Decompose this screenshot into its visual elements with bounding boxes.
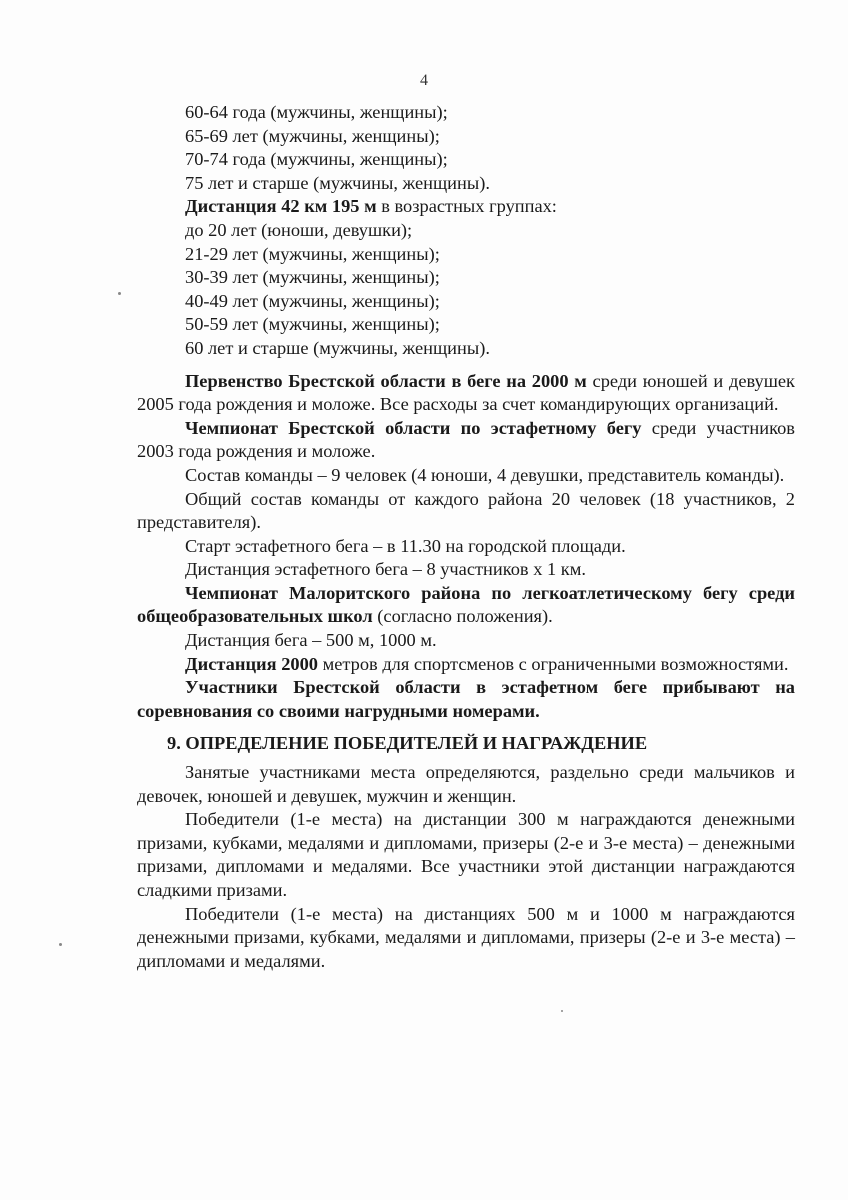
paragraph-regional-2000m-bold: Первенство Брестской области в беге на 2000 м — [185, 370, 587, 391]
scan-speck — [561, 1010, 563, 1012]
marathon-distance-bold: Дистанция 42 км 195 м — [185, 196, 377, 217]
paragraph-relay-championship-bold: Чемпионат Брестской области по эстафетному бегу — [185, 417, 642, 438]
paragraph-malorita-championship — [137, 582, 795, 629]
page-number: 4 — [420, 72, 428, 89]
paragraph-team-composition: Состав команды – 9 человек (4 юноши, 4 девушки, представитель команды). — [185, 464, 785, 485]
paragraph-total-composition: Общий состав команды от каждого района 20 человек (18 участников, 2 представителя). — [137, 488, 795, 533]
document-body — [137, 101, 795, 973]
paragraph-bib-numbers: Участники Брестской области в эстафетном беге прибывают на соревнования со своими нагрудными номерами. — [137, 677, 795, 721]
age-group-line: 30-39 лет (мужчины, женщины); — [185, 267, 440, 288]
age-group-line: 70-74 года (мужчины, женщины); — [185, 149, 448, 170]
paragraph-2000m-disabled-bold: Дистанция 2000 — [185, 653, 318, 674]
marathon-distance-rest: в возрастных группах: — [376, 196, 557, 217]
age-group-line: 65-69 лет (мужчины, женщины); — [185, 125, 440, 146]
paragraph-relay-start: Старт эстафетного бега – в 11.30 на городской площади. — [185, 535, 626, 556]
paragraph-regional-2000m-rest: среди юношей и девушек 2005 года рождения и моложе. Все расходы за счет командирующих организаций. — [137, 370, 795, 415]
paragraph-awards-300m: Победители (1-е места) на дистанции 300 м награждаются денежными призами, кубками, медалями и дипломами, призеры (2-е и 3-е места) – денежными призами, дипломами и медалями. Все участники этой дистанции награждаются сладкими призами. — [137, 809, 795, 900]
paragraph-relay-championship-rest: среди участников 2003 года рождения и моложе. — [137, 417, 795, 462]
paragraph-2000m-disabled-rest: метров для спортсменов с ограниченными возможностями. — [317, 653, 789, 674]
paragraph-relay-distance: Дистанция эстафетного бега – 8 участников х 1 км. — [185, 559, 586, 580]
paragraph-malorita-championship-bold: Чемпионат Малоритского района по легкоатлетическому бегу среди общеобразовательных школ — [137, 582, 795, 627]
age-group-line: 50-59 лет (мужчины, женщины); — [185, 314, 440, 335]
paragraph-relay-championship — [137, 417, 795, 464]
paragraph-run-distance: Дистанция бега – 500 м, 1000 м. — [185, 630, 437, 651]
age-group-line: 21-29 лет (мужчины, женщины); — [185, 243, 440, 264]
age-group-line: 75 лет и старше (мужчины, женщины). — [185, 172, 490, 193]
marathon-distance-line — [137, 195, 795, 219]
age-group-line: 60 лет и старше (мужчины, женщины). — [185, 337, 490, 358]
scan-speck — [59, 943, 62, 946]
paragraph-places: Занятые участниками места определяются, раздельно среди мальчиков и девочек, юношей и девушек, мужчин и женщин. — [137, 762, 795, 806]
section-heading: 9. ОПРЕДЕЛЕНИЕ ПОБЕДИТЕЛЕЙ И НАГРАЖДЕНИЕ — [167, 733, 648, 754]
paragraph-2000m-disabled — [137, 653, 795, 677]
age-group-line: до 20 лет (юноши, девушки); — [185, 219, 413, 240]
scan-speck — [118, 292, 121, 295]
paragraph-regional-2000m — [137, 370, 795, 417]
paragraph-malorita-championship-rest: (согласно положения). — [372, 606, 553, 627]
age-group-line: 40-49 лет (мужчины, женщины); — [185, 290, 440, 311]
paragraph-awards-500m: Победители (1-е места) на дистанциях 500 м и 1000 м награждаются денежными призами, кубками, медалями и дипломами, призеры (2-е и 3-е места) – дипломами и медалями. — [137, 903, 795, 971]
age-group-line: 60-64 года (мужчины, женщины); — [185, 102, 448, 122]
